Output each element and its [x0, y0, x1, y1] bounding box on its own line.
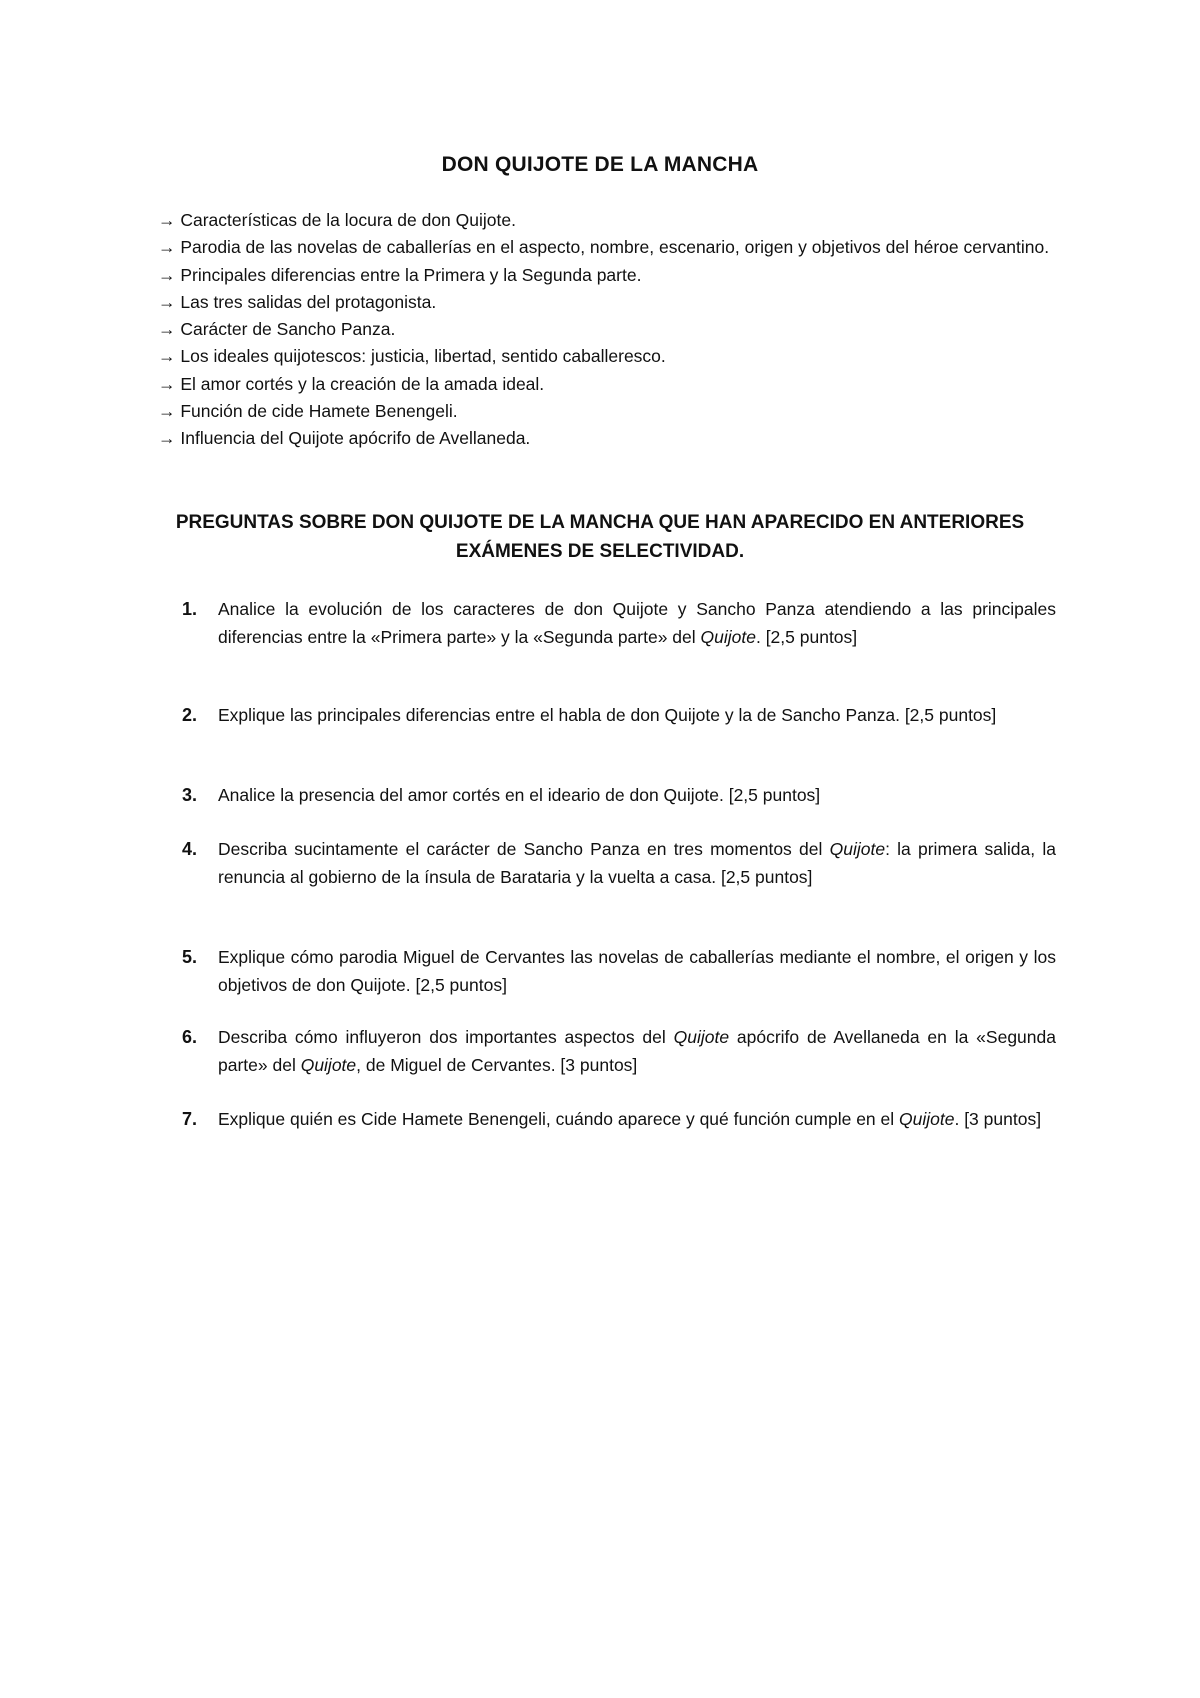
- question-number: 1.: [182, 599, 198, 619]
- topic-item: → Parodia de las novelas de caballerías en el aspecto, nombre, escenario, origen y objetivos del héroe cervantino.: [158, 237, 1050, 258]
- question-number: 3.: [182, 785, 198, 805]
- topic-item: → Carácter de Sancho Panza.: [158, 319, 396, 340]
- question-text-part: apócrifo de Avellaneda en la «Segunda parte» del: [218, 1027, 1056, 1075]
- questions-heading: PREGUNTAS SOBRE DON QUIJOTE DE LA MANCHA QUE HAN APARECIDO EN ANTERIORES EXÁMENES DE SELECTIVIDAD.: [175, 512, 1025, 562]
- topic-item: → Principales diferencias entre la Primera y la Segunda parte.: [158, 264, 642, 285]
- question-number: 7.: [182, 1109, 198, 1129]
- question-text-part: Explique cómo parodia Miguel de Cervantes las novelas de caballerías mediante el nombre, el origen y los objetivos de don Quijote. [2,5 puntos]: [218, 947, 1056, 995]
- question-text: [218, 944, 1056, 999]
- question-text-part: Describa sucintamente el carácter de Sancho Panza en tres momentos del: [218, 839, 830, 859]
- question-text-part: . [3 puntos]: [954, 1109, 1042, 1129]
- question-text-part: : la primera salida, la renuncia al gobierno de la ínsula de Barataria y la vuelta a casa. [2,5 puntos]: [218, 839, 1056, 887]
- question-text-part: Analice la evolución de los caracteres de don Quijote y Sancho Panza atendiendo a las principales diferencias entre la «Primera parte» y la «Segunda parte» del: [218, 599, 1056, 647]
- question-text: [218, 782, 1056, 810]
- work-title-italic: Quijote: [899, 1109, 955, 1129]
- question-text: [218, 1106, 1056, 1134]
- question-text-part: , de Miguel de Cervantes. [3 puntos]: [356, 1054, 638, 1075]
- question-number: 4.: [182, 839, 198, 859]
- question-text: [218, 1024, 1056, 1079]
- question-text-part: . [2,5 puntos]: [755, 626, 858, 647]
- question-text: [218, 836, 1056, 891]
- question-number: 6.: [182, 1027, 198, 1047]
- topic-item: → El amor cortés y la creación de la amada ideal.: [158, 373, 545, 394]
- topic-list: [158, 207, 1056, 453]
- topic-item: → Influencia del Quijote apócrifo de Avellaneda.: [158, 428, 531, 449]
- question-text: [218, 596, 1056, 651]
- topic-item: → Función de cide Hamete Benengeli.: [158, 401, 458, 422]
- question-number: 2.: [182, 705, 198, 725]
- question-number: 5.: [182, 947, 198, 967]
- question-text: [218, 702, 1056, 730]
- document-title: DON QUIJOTE DE LA MANCHA: [441, 153, 759, 176]
- topic-item: → Los ideales quijotescos: justicia, libertad, sentido caballeresco.: [158, 346, 666, 367]
- topic-item: → Las tres salidas del protagonista.: [158, 291, 437, 312]
- question-text-part: Explique las principales diferencias entre el habla de don Quijote y la de Sancho Panza. [2,5 puntos]: [218, 705, 997, 725]
- question-text-part: Explique quién es Cide Hamete Benengeli, cuándo aparece y qué función cumple en el: [218, 1109, 900, 1129]
- work-title-italic: Quijote: [829, 839, 886, 859]
- question-text-part: Analice la presencia del amor cortés en el ideario de don Quijote. [2,5 puntos]: [218, 785, 821, 805]
- question-text-part: Describa cómo influyeron dos importantes aspectos del: [218, 1027, 674, 1047]
- work-title-italic: Quijote: [300, 1054, 357, 1075]
- topic-item: → Características de la locura de don Quijote.: [158, 210, 516, 230]
- work-title-italic: Quijote: [700, 626, 756, 647]
- work-title-italic: Quijote: [673, 1027, 730, 1047]
